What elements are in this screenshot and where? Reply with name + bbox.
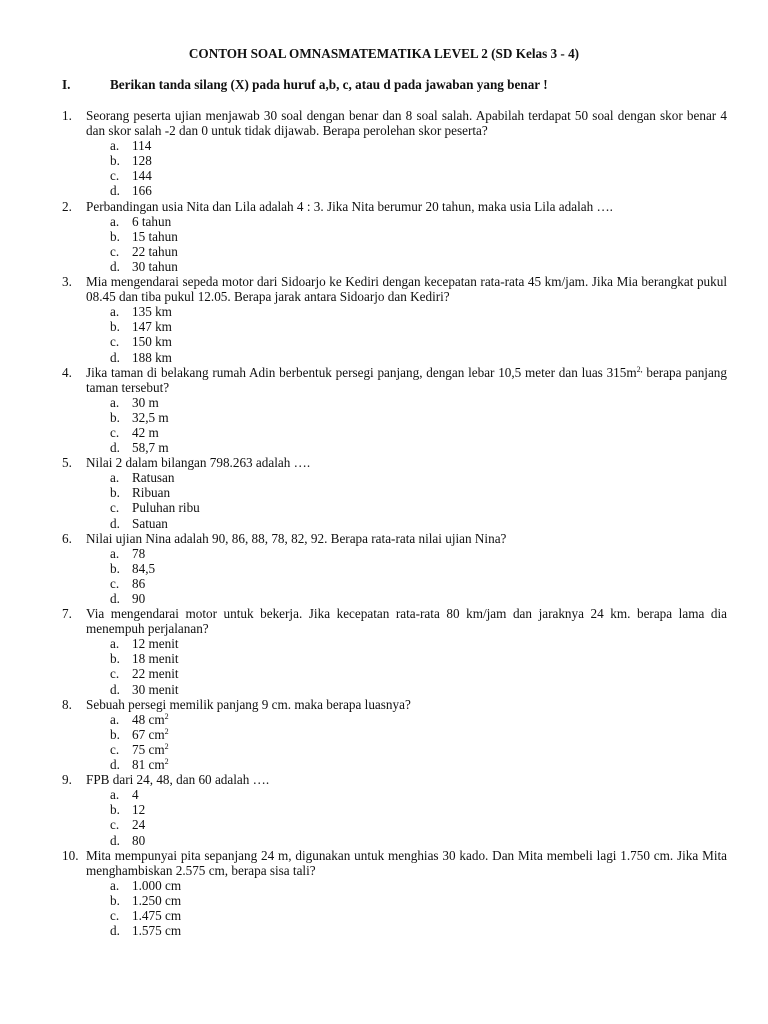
option-text: 166 xyxy=(132,183,152,199)
instruction-text: Berikan tanda silang (X) pada huruf a,b, c, atau d pada jawaban yang benar ! xyxy=(110,77,548,92)
question-item xyxy=(62,848,727,939)
option-text: 80 xyxy=(132,832,146,848)
option-letter: c. xyxy=(110,334,120,350)
option-letter: a. xyxy=(110,138,120,154)
section-number: I. xyxy=(62,77,71,92)
answer-options xyxy=(86,395,727,455)
option-letter: b. xyxy=(110,892,120,908)
option-letter: c. xyxy=(110,741,120,757)
question-text xyxy=(86,455,727,470)
option-letter: b. xyxy=(110,409,120,425)
option-text: Ratusan xyxy=(132,470,175,486)
answer-option xyxy=(86,350,727,365)
option-text: 81 cm xyxy=(132,757,165,773)
section-instruction xyxy=(62,77,732,93)
answer-option xyxy=(86,485,727,500)
option-letter: b. xyxy=(110,726,120,742)
option-letter: a. xyxy=(110,213,120,229)
question-text-main: Via mengendarai motor untuk bekerja. Jika kecepatan rata-rata 80 km/jam dan jaraknya 24 km. berapa lama dia menempuh perjalanan? xyxy=(86,606,727,637)
option-text: 67 cm xyxy=(132,726,165,742)
question-text xyxy=(86,848,727,878)
option-letter: d. xyxy=(110,681,120,697)
option-text: 1.000 cm xyxy=(132,877,182,893)
option-letter: d. xyxy=(110,923,120,939)
question-text xyxy=(86,108,727,138)
answer-option xyxy=(86,214,727,229)
superscript: 2 xyxy=(164,741,169,751)
answer-option xyxy=(86,410,727,425)
question-item xyxy=(62,531,727,606)
option-text: 147 km xyxy=(132,319,172,335)
option-text: 6 tahun xyxy=(132,213,172,229)
option-letter: c. xyxy=(110,817,120,833)
option-text: 58,7 m xyxy=(132,440,169,456)
option-letter: b. xyxy=(110,485,120,501)
option-text: 12 menit xyxy=(132,636,179,652)
question-item xyxy=(62,108,727,199)
question-item xyxy=(62,274,727,365)
option-text: 4 xyxy=(132,787,139,803)
option-text: 1.250 cm xyxy=(132,892,182,908)
option-letter: b. xyxy=(110,319,120,335)
answer-option xyxy=(86,817,727,832)
superscript: 2, xyxy=(636,364,643,374)
option-letter: c. xyxy=(110,500,120,516)
option-letter: d. xyxy=(110,349,120,365)
option-letter: b. xyxy=(110,802,120,818)
question-item xyxy=(62,606,727,697)
option-letter: d. xyxy=(110,832,120,848)
answer-options xyxy=(86,546,727,606)
answer-option xyxy=(86,440,727,455)
option-text: 42 m xyxy=(132,424,159,440)
option-letter: c. xyxy=(110,424,120,440)
answer-option xyxy=(86,500,727,515)
option-letter: a. xyxy=(110,787,120,803)
superscript: 2 xyxy=(164,711,169,721)
option-text: 48 cm xyxy=(132,711,165,727)
page-title: CONTOH SOAL OMNASMATEMATIKA LEVEL 2 (SD Kelas 3 - 4) xyxy=(188,46,580,61)
option-text: 30 menit xyxy=(132,681,179,697)
question-text-main: Mita mempunyai pita sepanjang 24 m, digunakan untuk menghias 30 kado. Dan Mita membeli lagi 1.750 cm. Jika Mita menghambiskan 2.575 cm, berapa sisa tali? xyxy=(86,847,727,878)
answer-options xyxy=(86,214,727,274)
option-text: 30 tahun xyxy=(132,258,178,274)
option-text: Puluhan ribu xyxy=(132,500,200,516)
option-text: 114 xyxy=(132,138,152,154)
answer-options xyxy=(86,138,727,198)
answer-option xyxy=(86,651,727,666)
question-number: 9. xyxy=(62,772,72,788)
option-letter: a. xyxy=(110,394,120,410)
answer-options xyxy=(86,878,727,938)
option-letter: d. xyxy=(110,591,120,606)
superscript: 2 xyxy=(164,757,169,767)
answer-options xyxy=(86,787,727,847)
option-letter: c. xyxy=(110,907,120,923)
option-text: 78 xyxy=(132,545,146,561)
question-item xyxy=(62,772,727,847)
answer-option xyxy=(86,168,727,183)
question-text xyxy=(86,697,727,712)
option-text: 84,5 xyxy=(132,560,156,576)
option-text: 32,5 m xyxy=(132,409,169,425)
option-text: 128 xyxy=(132,153,152,169)
answer-option xyxy=(86,591,727,606)
answer-options xyxy=(86,304,727,364)
answer-option xyxy=(86,908,727,923)
question-item xyxy=(62,697,727,772)
question-item xyxy=(62,365,727,456)
answer-option xyxy=(86,727,727,742)
option-text: 22 menit xyxy=(132,666,179,682)
option-letter: a. xyxy=(110,636,120,652)
answer-option xyxy=(86,229,727,244)
question-item xyxy=(62,199,727,274)
question-number: 2. xyxy=(62,198,72,214)
answer-option xyxy=(86,787,727,802)
question-text-continued: berapa panjang taman tersebut? xyxy=(86,364,727,395)
answer-option xyxy=(86,742,727,757)
question-number: 3. xyxy=(62,274,72,290)
option-text: 22 tahun xyxy=(132,243,178,259)
answer-option xyxy=(86,712,727,727)
option-text: 1.475 cm xyxy=(132,907,182,923)
question-text xyxy=(86,772,727,787)
answer-option xyxy=(86,259,727,274)
option-text: 75 cm xyxy=(132,741,165,757)
option-letter: c. xyxy=(110,243,120,259)
question-text-main: Perbandingan usia Nita dan Lila adalah 4 : 3. Jika Nita berumur 20 tahun, maka usia Lila adalah …. xyxy=(86,198,613,214)
answer-option xyxy=(86,319,727,334)
option-text: 135 km xyxy=(132,304,172,320)
option-letter: c. xyxy=(110,168,120,184)
question-text-main: FPB dari 24, 48, dan 60 adalah …. xyxy=(86,772,270,788)
answer-option xyxy=(86,183,727,198)
option-letter: b. xyxy=(110,651,120,667)
option-letter: b. xyxy=(110,228,120,244)
option-letter: d. xyxy=(110,258,120,274)
question-text-main: Seorang peserta ujian menjawab 30 soal dengan benar dan 8 soal salah. Apabilah terdapat 50 soal dengan skor benar 4 dan skor salah -2 dan 0 untuk tidak dijawab. Berapa perolehan skor peserta? xyxy=(86,108,727,139)
question-number: 7. xyxy=(62,606,72,622)
answer-options xyxy=(86,636,727,696)
question-text xyxy=(86,606,727,636)
question-text-main: Jika taman di belakang rumah Adin berbentuk persegi panjang, dengan lebar 10,5 meter dan luas 315m xyxy=(86,364,637,380)
answer-option xyxy=(86,636,727,651)
option-text: 15 tahun xyxy=(132,228,178,244)
question-item xyxy=(62,455,727,530)
option-letter: b. xyxy=(110,560,120,576)
answer-options xyxy=(86,712,727,772)
question-text-main: Sebuah persegi memilik panjang 9 cm. maka berapa luasnya? xyxy=(86,696,411,712)
answer-option xyxy=(86,666,727,681)
question-text xyxy=(86,199,727,214)
answer-option xyxy=(86,893,727,908)
answer-option xyxy=(86,561,727,576)
option-letter: a. xyxy=(110,304,120,320)
option-text: 144 xyxy=(132,168,152,184)
answer-option xyxy=(86,244,727,259)
question-text-main: Mia mengendarai sepeda motor dari Sidoarjo ke Kediri dengan kecepatan rata-rata 45 km/jam. Jika Mia berangkat pukul 08.45 dan tiba pukul 12.05. Berapa jarak antara Sidoarjo dan Kediri? xyxy=(86,274,727,305)
option-letter: d. xyxy=(110,183,120,199)
option-text: 90 xyxy=(132,591,146,606)
option-text: 1.575 cm xyxy=(132,923,182,939)
option-text: 12 xyxy=(132,802,146,818)
question-text xyxy=(86,274,727,304)
question-number: 1. xyxy=(62,108,72,123)
answer-option xyxy=(86,757,727,772)
answer-option xyxy=(86,304,727,319)
answer-option xyxy=(86,425,727,440)
option-letter: a. xyxy=(110,545,120,561)
option-letter: d. xyxy=(110,515,120,531)
answer-option xyxy=(86,802,727,817)
answer-option xyxy=(86,470,727,485)
answer-option xyxy=(86,546,727,561)
answer-option xyxy=(86,395,727,410)
answer-option xyxy=(86,878,727,893)
option-text: 150 km xyxy=(132,334,172,350)
answer-option xyxy=(86,682,727,697)
question-number: 4. xyxy=(62,364,72,380)
question-number: 10. xyxy=(62,847,79,863)
option-letter: a. xyxy=(110,470,120,486)
option-text: 18 menit xyxy=(132,651,179,667)
option-letter: a. xyxy=(110,877,120,893)
option-text: 86 xyxy=(132,575,146,591)
question-text xyxy=(86,531,727,546)
question-text-main: Nilai ujian Nina adalah 90, 86, 88, 78, 82, 92. Berapa rata-rata nilai ujian Nina? xyxy=(86,530,507,546)
option-letter: c. xyxy=(110,666,120,682)
answer-option xyxy=(86,138,727,153)
option-text: 24 xyxy=(132,817,146,833)
answer-option xyxy=(86,833,727,848)
question-text-main: Nilai 2 dalam bilangan 798.263 adalah …. xyxy=(86,455,311,471)
option-letter: a. xyxy=(110,711,120,727)
answer-option xyxy=(86,576,727,591)
option-text: 188 km xyxy=(132,349,172,365)
question-number: 6. xyxy=(62,530,72,546)
option-text: Satuan xyxy=(132,515,168,531)
question-text xyxy=(86,365,727,395)
answer-option xyxy=(86,923,727,938)
answer-option xyxy=(86,153,727,168)
option-letter: d. xyxy=(110,440,120,456)
question-number: 8. xyxy=(62,696,72,712)
option-text: Ribuan xyxy=(132,485,171,501)
option-letter: b. xyxy=(110,153,120,169)
option-letter: d. xyxy=(110,757,120,773)
option-letter: c. xyxy=(110,575,120,591)
option-text: 30 m xyxy=(132,394,159,410)
answer-options xyxy=(86,470,727,530)
question-list xyxy=(62,108,727,938)
answer-option xyxy=(86,334,727,349)
superscript: 2 xyxy=(164,726,169,736)
answer-option xyxy=(86,516,727,531)
question-number: 5. xyxy=(62,455,72,471)
